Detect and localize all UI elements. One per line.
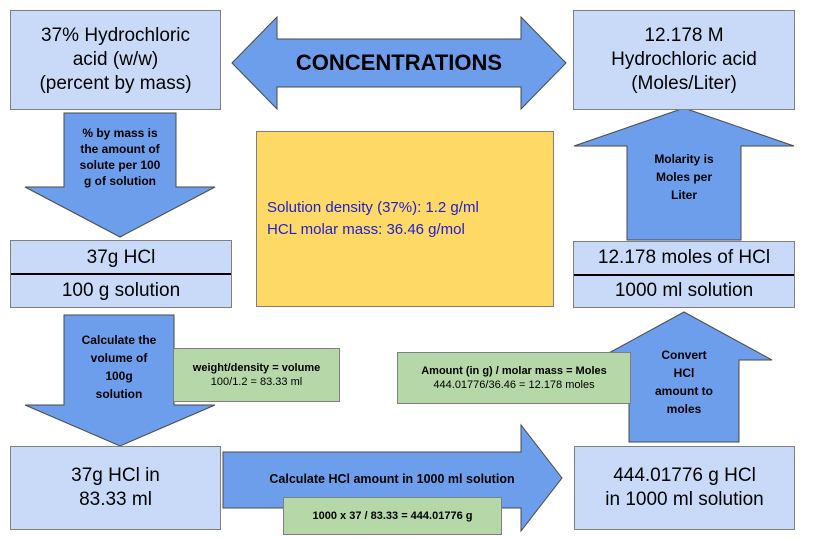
- convert-step-line2: HCl: [673, 366, 695, 380]
- volume-formula-note: [173, 348, 340, 402]
- percent-definition-line2: the amount of: [80, 142, 160, 156]
- hcl-volume-box: [10, 446, 221, 530]
- percent-by-mass-line2: acid (w/w): [72, 49, 159, 70]
- moles-calculation: 444.01776/36.46 = 12.178 moles: [433, 379, 595, 391]
- percent-definition-line1: % by mass is: [82, 126, 158, 140]
- constants-box: [256, 131, 554, 307]
- convert-step-line1: Convert: [661, 348, 707, 362]
- hcl-volume-line1: 37g HCl in: [71, 465, 160, 486]
- hcl-amount-line1: 444.01776 g HCl: [613, 465, 756, 486]
- amount-step-label: Calculate HCl amount in 1000 ml solution: [269, 472, 515, 486]
- molar-mass-value: HCL molar mass: 36.46 g/mol: [267, 221, 465, 238]
- volume-step-label: [64, 330, 174, 404]
- moles-ratio-numerator: 12.178 moles of HCl: [597, 247, 771, 269]
- moles-formula-note: [397, 352, 631, 404]
- density-value: Solution density (37%): 1.2 g/ml: [267, 199, 479, 216]
- molarity-definition-line1: Molarity is: [654, 152, 714, 166]
- molarity-definition-line3: Liter: [670, 188, 697, 202]
- percent-by-mass-line1: 37% Hydrochloric: [41, 25, 190, 46]
- amount-calculation: 1000 x 37 / 83.33 = 444.01776 g: [312, 510, 473, 522]
- convert-step-line3: amount to: [655, 384, 713, 398]
- percent-definition-line4: g of solution: [84, 174, 156, 188]
- molarity-definition-line2: Moles per: [655, 170, 712, 184]
- volume-step-line2: volume of: [90, 351, 148, 365]
- percent-by-mass-line3: (percent by mass): [39, 73, 192, 94]
- molarity-line1: 12.178 M: [644, 25, 724, 46]
- percent-definition-label: [62, 118, 178, 196]
- volume-step-line3: 100g: [105, 369, 133, 383]
- mass-ratio-box: [10, 240, 232, 308]
- mass-ratio-numerator: 37g HCl: [86, 246, 156, 268]
- moles-formula: Amount (in g) / molar mass = Moles: [421, 365, 607, 377]
- title-concentrations: CONCENTRATIONS: [295, 50, 503, 75]
- percent-definition-line3: solute per 100: [79, 158, 161, 172]
- molarity-definition-label: [627, 146, 741, 208]
- moles-ratio-denominator: 1000 ml solution: [614, 279, 754, 301]
- convert-step-label: [629, 344, 739, 420]
- hcl-amount-box: [574, 446, 795, 530]
- volume-step-line1: Calculate the: [81, 333, 157, 347]
- mass-ratio-denominator: 100 g solution: [61, 279, 181, 301]
- molarity-box: [573, 10, 795, 110]
- hcl-amount-line2: in 1000 ml solution: [605, 489, 764, 510]
- percent-by-mass-box: [10, 10, 221, 110]
- hcl-volume-line2: 83.33 ml: [79, 489, 152, 510]
- volume-calculation: 100/1.2 = 83.33 ml: [210, 376, 303, 388]
- amount-calculation-note: [283, 497, 502, 535]
- convert-step-line4: moles: [666, 402, 702, 416]
- moles-ratio-box: [573, 241, 795, 308]
- molarity-line2: Hydrochloric acid: [611, 49, 757, 70]
- volume-step-line4: solution: [95, 387, 143, 401]
- volume-formula: weight/density = volume: [192, 362, 321, 374]
- molarity-line3: (Moles/Liter): [631, 73, 737, 94]
